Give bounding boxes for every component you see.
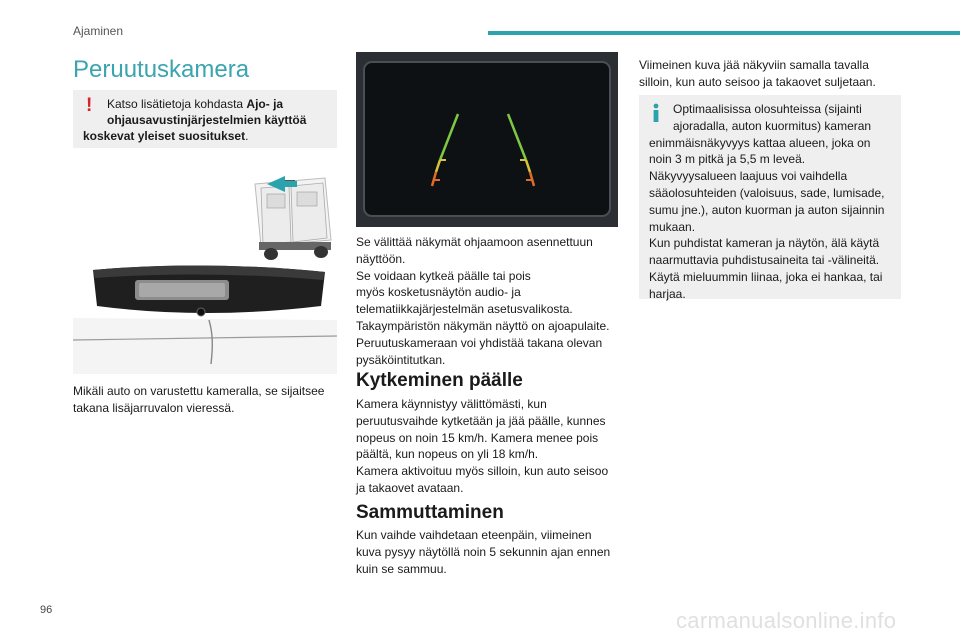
text-line: naarmuttavia puhdistusaineita tai -välineitä. [649, 253, 880, 268]
camera-illustration [73, 264, 337, 374]
text-line: pysäköintitutkan. [356, 352, 446, 367]
text-line: päältä, kun nopeus on yli 18 km/h. [356, 447, 539, 462]
van-rear-illustration [225, 170, 337, 262]
col2-intro-paragraph [356, 234, 618, 368]
text-line: takana lisäjarruvalon vieressä. [73, 400, 235, 415]
warning-line: ohjausavustinjärjestelmien käyttöä [107, 113, 307, 127]
sammuttaminen-paragraph [356, 527, 618, 577]
text-line: mukaan. [649, 219, 696, 234]
text-line: kuin se sammuu. [356, 561, 447, 576]
warning-line: Katso lisätietoja kohdasta Ajo- ja [107, 97, 284, 111]
heading-kytkeminen: Kytkeminen päälle [356, 370, 523, 391]
text-line: sumu jne.), auton kuorman ja auton sijainnin [649, 202, 885, 217]
text-line: noin 3 m pitkä ja 5,5 m leveä. [649, 152, 806, 167]
text-line: Se välittää näkymät ohjaamoon asennettuun [356, 235, 593, 249]
rear-camera-display-illustration [356, 52, 618, 227]
text-line: ajoradalla, auton kuormitus) kameran [673, 118, 872, 133]
header-section-label: Ajaminen [73, 24, 124, 38]
heading-sammuttaminen: Sammuttaminen [356, 502, 504, 523]
text-line: silloin, kun auto seisoo ja takaovet suljetaan. [639, 74, 876, 89]
text-line: sääolosuhteiden (valoisuus, sade, lumisade, [649, 185, 885, 200]
text-line: telematiikkajärjestelmän asetusvalikosta. [356, 302, 573, 317]
header-accent-bar [488, 31, 960, 35]
watermark: carmanualsonline.info [676, 608, 897, 633]
text-line: Käytä mieluummin liinaa, joka ei hankaa, tai [649, 269, 883, 284]
page-number: 96 [40, 604, 53, 616]
info-box [639, 95, 901, 299]
exclamation-icon: ! [86, 95, 93, 116]
info-icon [649, 103, 663, 123]
text-line: Kamera aktivoituu myös silloin, kun auto seisoo [356, 464, 609, 479]
col1-paragraph [73, 383, 337, 417]
text-line: Se voidaan kytkeä päälle tai pois [356, 268, 531, 283]
text-line: näyttöön. [356, 251, 406, 266]
text-line: Näkyvyysalueen laajuus voi vaihdella [649, 169, 848, 184]
warning-line: koskevat yleiset suositukset. [83, 129, 249, 143]
text-line: Optimaalisissa olosuhteissa (sijainti [673, 102, 862, 116]
warning-text [83, 96, 327, 144]
text-line: Kun vaihde vaihdetaan eteenpäin, viimeinen [356, 528, 592, 542]
text-line: Takaympäristön näkymän näyttö on ajoapulaite. [356, 318, 610, 333]
warning-box [73, 90, 337, 148]
text-line: kuva pysyy näytöllä noin 5 sekunnin ajan ennen [356, 544, 611, 559]
text-line: ja takaovet avataan. [356, 480, 464, 495]
col3-intro-paragraph [639, 57, 901, 91]
text-line: Mikäli auto on varustettu kameralla, se sijaitsee [73, 384, 325, 398]
text-line: peruutusvaihde kytketään ja jää päälle, kunnes [356, 413, 606, 428]
text-line: enimmäisnäkyvyys kattaa alueen, joka on [649, 135, 871, 150]
text-line: Kun puhdistat kameran ja näytön, älä käytä [649, 236, 880, 251]
text-line: nopeus on noin 15 km/h. Kamera menee pois [356, 430, 599, 445]
text-line: Kamera käynnistyy välittömästi, kun [356, 397, 547, 411]
page-title: Peruutuskamera [73, 56, 250, 83]
text-line: Peruutuskameraan voi yhdistää takana olevan [356, 335, 603, 350]
text-line: Viimeinen kuva jää näkyviin samalla tavalla [639, 58, 869, 72]
text-line: harjaa. [649, 286, 686, 301]
kytkeminen-paragraph [356, 396, 618, 497]
text-line: myös kosketusnäytön audio- ja [356, 285, 521, 300]
